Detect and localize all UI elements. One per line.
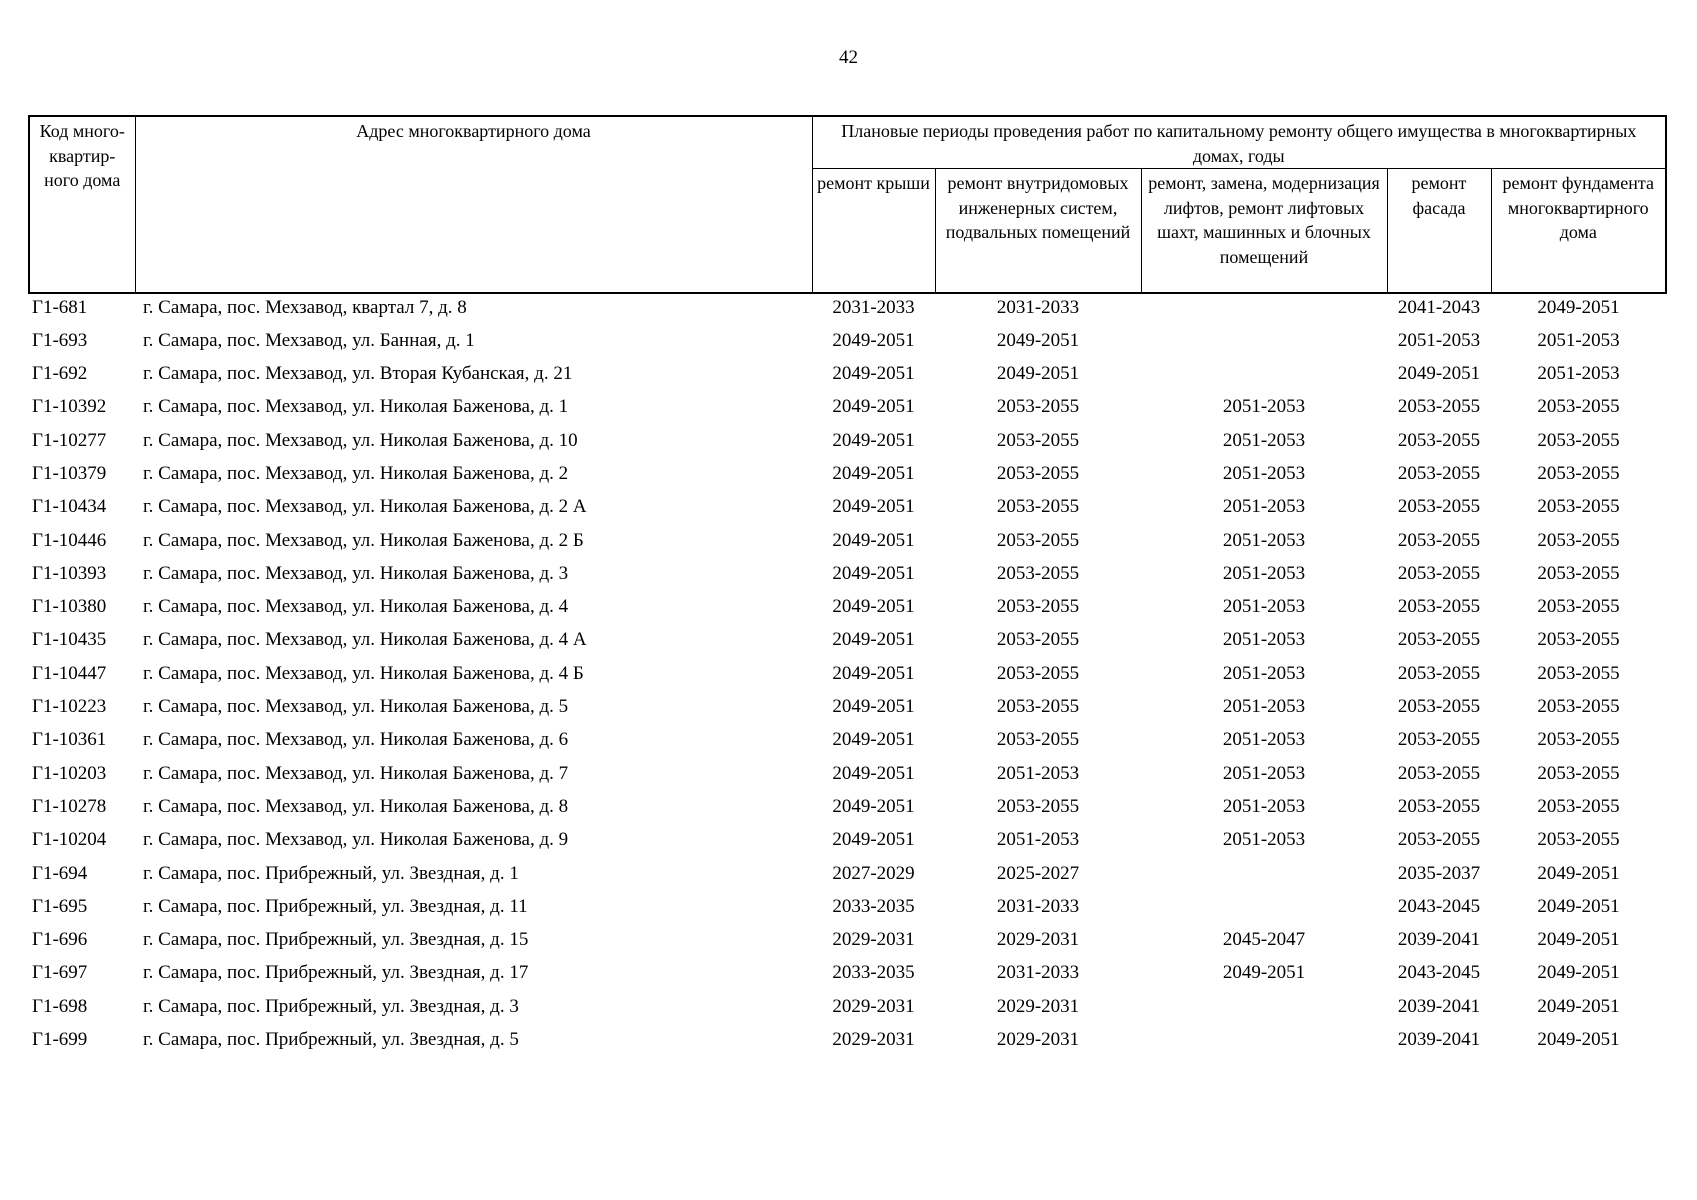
cell-foundation: 2053-2055: [1537, 729, 1620, 751]
cell-address: г. Самара, пос. Мехзавод, ул. Николая Баженова, д. 4: [143, 596, 569, 618]
cell-engineering: 2053-2055: [996, 429, 1080, 451]
cell-facade: 2053-2055: [1397, 462, 1481, 484]
cell-code: Г1-10380: [32, 596, 107, 618]
cell-engineering: 2049-2051: [996, 363, 1080, 385]
cell-facade: 2043-2045: [1397, 895, 1481, 917]
cell-elevators: [1141, 993, 1387, 1026]
cell-foundation: 2053-2055: [1537, 396, 1620, 418]
cell-foundation: 2049-2051: [1537, 962, 1620, 984]
cell-roof: 2049-2051: [832, 496, 915, 518]
cell-elevators: [1141, 893, 1387, 926]
cell-address: г. Самара, пос. Мехзавод, ул. Николая Баженова, д. 9: [143, 829, 569, 851]
cell-engineering: 2053-2055: [996, 529, 1080, 551]
cell-code: Г1-10435: [32, 629, 107, 651]
cell-code: Г1-10393: [32, 562, 107, 584]
cell-facade: 2053-2055: [1397, 696, 1481, 718]
table-header: [29, 116, 1666, 293]
cell-elevators: 2051-2053: [1222, 562, 1306, 584]
cell-engineering: 2053-2055: [996, 629, 1080, 651]
header-address: Адрес многоквартирного дома: [135, 116, 812, 293]
cell-facade: 2053-2055: [1397, 662, 1481, 684]
table-row: [29, 560, 1666, 593]
cell-engineering: 2053-2055: [996, 562, 1080, 584]
cell-facade: 2053-2055: [1397, 429, 1481, 451]
cell-foundation: 2053-2055: [1537, 829, 1620, 851]
cell-address: г. Самара, пос. Мехзавод, ул. Николая Баженова, д. 1: [143, 396, 569, 418]
cell-roof: 2033-2035: [832, 962, 915, 984]
cell-address: г. Самара, пос. Прибрежный, ул. Звездная, д. 11: [143, 895, 528, 917]
cell-facade: 2049-2051: [1397, 363, 1481, 385]
cell-engineering: 2031-2033: [996, 962, 1080, 984]
table-row: [29, 760, 1666, 793]
cell-code: Г1-10434: [32, 496, 107, 518]
cell-elevators: 2051-2053: [1222, 462, 1306, 484]
cell-code: Г1-698: [32, 995, 88, 1017]
header-periods-group: Плановые периоды проведения работ по капитальному ремонту общего имущества в многоквартирных домах, годы: [812, 116, 1666, 169]
cell-roof: 2049-2051: [832, 629, 915, 651]
cell-facade: 2053-2055: [1397, 729, 1481, 751]
cell-roof: 2049-2051: [832, 596, 915, 618]
cell-elevators: 2051-2053: [1222, 696, 1306, 718]
table-row: [29, 660, 1666, 693]
table-row: [29, 726, 1666, 759]
table-row: [29, 427, 1666, 460]
cell-code: Г1-697: [32, 962, 88, 984]
cell-engineering: 2025-2027: [996, 862, 1080, 884]
cell-roof: 2031-2033: [832, 296, 915, 318]
cell-foundation: 2053-2055: [1537, 662, 1620, 684]
cell-foundation: 2053-2055: [1537, 496, 1620, 518]
cell-roof: 2029-2031: [832, 929, 915, 951]
cell-roof: 2049-2051: [832, 762, 915, 784]
cell-code: Г1-10361: [32, 729, 107, 751]
cell-foundation: 2049-2051: [1537, 296, 1620, 318]
cell-facade: 2039-2041: [1397, 929, 1481, 951]
table-row: [29, 626, 1666, 659]
cell-code: Г1-10446: [32, 529, 107, 551]
cell-facade: 2051-2053: [1397, 329, 1481, 351]
cell-facade: 2053-2055: [1397, 629, 1481, 651]
cell-foundation: 2053-2055: [1537, 795, 1620, 817]
cell-foundation: 2049-2051: [1537, 1029, 1620, 1051]
cell-foundation: 2051-2053: [1537, 363, 1620, 385]
cell-roof: 2049-2051: [832, 729, 915, 751]
cell-address: г. Самара, пос. Прибрежный, ул. Звездная, д. 1: [143, 862, 519, 884]
cell-address: г. Самара, пос. Мехзавод, ул. Николая Баженова, д. 6: [143, 729, 569, 751]
cell-foundation: 2053-2055: [1537, 596, 1620, 618]
cell-engineering: 2053-2055: [996, 462, 1080, 484]
table-row: [29, 793, 1666, 826]
cell-roof: 2049-2051: [832, 829, 915, 851]
cell-foundation: 2053-2055: [1537, 462, 1620, 484]
cell-engineering: 2051-2053: [996, 762, 1080, 784]
cell-elevators: 2051-2053: [1222, 529, 1306, 551]
cell-code: Г1-693: [32, 329, 88, 351]
cell-facade: 2053-2055: [1397, 396, 1481, 418]
header-engineering: ремонт внутридомовых инженерных систем, подвальных помещений: [935, 169, 1141, 293]
cell-code: Г1-10277: [32, 429, 107, 451]
header-elevators: ремонт, замена, модернизация лифтов, ремонт лифтовых шахт, машинных и блочных помещений: [1141, 169, 1387, 293]
cell-address: г. Самара, пос. Прибрежный, ул. Звездная, д. 15: [143, 929, 529, 951]
cell-foundation: 2053-2055: [1537, 696, 1620, 718]
cell-facade: 2039-2041: [1397, 1029, 1481, 1051]
table-row: [29, 860, 1666, 893]
cell-address: г. Самара, пос. Прибрежный, ул. Звездная, д. 3: [143, 995, 519, 1017]
cell-engineering: 2053-2055: [996, 729, 1080, 751]
cell-address: г. Самара, пос. Мехзавод, ул. Николая Баженова, д. 4 Б: [143, 662, 584, 684]
cell-foundation: 2049-2051: [1537, 895, 1620, 917]
cell-elevators: [1141, 1026, 1387, 1059]
header-foundation: ремонт фундамента многоквартирного дома: [1491, 169, 1666, 293]
cell-engineering: 2049-2051: [996, 329, 1080, 351]
table-row: [29, 493, 1666, 526]
cell-engineering: 2051-2053: [996, 829, 1080, 851]
cell-address: г. Самара, пос. Прибрежный, ул. Звездная, д. 17: [143, 962, 529, 984]
cell-code: Г1-10278: [32, 795, 107, 817]
table-row: [29, 460, 1666, 493]
table-row: [29, 360, 1666, 393]
cell-engineering: 2053-2055: [996, 795, 1080, 817]
cell-facade: 2039-2041: [1397, 995, 1481, 1017]
header-code: Код много-квартир-ного дома: [29, 116, 135, 293]
cell-roof: 2049-2051: [832, 696, 915, 718]
cell-elevators: 2051-2053: [1222, 829, 1306, 851]
table-row: [29, 527, 1666, 560]
cell-engineering: 2053-2055: [996, 596, 1080, 618]
cell-engineering: 2029-2031: [996, 995, 1080, 1017]
cell-address: г. Самара, пос. Мехзавод, квартал 7, д. 8: [143, 296, 467, 318]
cell-roof: 2029-2031: [832, 1029, 915, 1051]
cell-elevators: 2045-2047: [1222, 929, 1306, 951]
cell-address: г. Самара, пос. Мехзавод, ул. Николая Баженова, д. 10: [143, 429, 578, 451]
table-row: [29, 293, 1666, 327]
table-row: [29, 1026, 1666, 1059]
cell-code: Г1-10379: [32, 462, 107, 484]
cell-engineering: 2031-2033: [996, 895, 1080, 917]
cell-facade: 2053-2055: [1397, 496, 1481, 518]
cell-facade: 2043-2045: [1397, 962, 1481, 984]
table-row: [29, 593, 1666, 626]
cell-address: г. Самара, пос. Мехзавод, ул. Николая Баженова, д. 4 А: [143, 629, 587, 651]
cell-roof: 2049-2051: [832, 363, 915, 385]
cell-elevators: 2051-2053: [1222, 662, 1306, 684]
cell-engineering: 2029-2031: [996, 1029, 1080, 1051]
cell-elevators: 2051-2053: [1222, 396, 1306, 418]
header-roof: ремонт крыши: [812, 169, 935, 293]
cell-address: г. Самара, пос. Мехзавод, ул. Николая Баженова, д. 5: [143, 696, 569, 718]
cell-address: г. Самара, пос. Мехзавод, ул. Николая Баженова, д. 8: [143, 795, 569, 817]
cell-address: г. Самара, пос. Мехзавод, ул. Николая Баженова, д. 3: [143, 562, 569, 584]
table-row: [29, 893, 1666, 926]
cell-engineering: 2029-2031: [996, 929, 1080, 951]
cell-code: Г1-10204: [32, 829, 107, 851]
cell-roof: 2033-2035: [832, 895, 915, 917]
cell-foundation: 2053-2055: [1537, 762, 1620, 784]
table-row: [29, 826, 1666, 859]
cell-code: Г1-10447: [32, 662, 107, 684]
cell-code: Г1-10392: [32, 396, 107, 418]
cell-roof: 2027-2029: [832, 862, 915, 884]
cell-engineering: 2031-2033: [996, 296, 1080, 318]
cell-elevators: 2051-2053: [1222, 596, 1306, 618]
cell-roof: 2029-2031: [832, 995, 915, 1017]
cell-foundation: 2053-2055: [1537, 562, 1620, 584]
cell-roof: 2049-2051: [832, 795, 915, 817]
cell-elevators: [1141, 327, 1387, 360]
cell-elevators: 2051-2053: [1222, 429, 1306, 451]
cell-elevators: 2051-2053: [1222, 762, 1306, 784]
cell-facade: 2053-2055: [1397, 596, 1481, 618]
cell-facade: 2035-2037: [1397, 862, 1481, 884]
cell-facade: 2041-2043: [1397, 296, 1481, 318]
cell-facade: 2053-2055: [1397, 562, 1481, 584]
cell-engineering: 2053-2055: [996, 662, 1080, 684]
cell-facade: 2053-2055: [1397, 529, 1481, 551]
cell-code: Г1-681: [32, 296, 88, 318]
cell-engineering: 2053-2055: [996, 396, 1080, 418]
header-facade: ремонт фасада: [1387, 169, 1491, 293]
cell-elevators: [1141, 360, 1387, 393]
cell-code: Г1-694: [32, 862, 88, 884]
cell-address: г. Самара, пос. Мехзавод, ул. Николая Баженова, д. 2 А: [143, 496, 587, 518]
cell-foundation: 2053-2055: [1537, 429, 1620, 451]
cell-code: Г1-10223: [32, 696, 107, 718]
cell-facade: 2053-2055: [1397, 795, 1481, 817]
cell-engineering: 2053-2055: [996, 696, 1080, 718]
page-number: 42: [839, 47, 858, 68]
cell-address: г. Самара, пос. Мехзавод, ул. Николая Баженова, д. 2 Б: [143, 529, 584, 551]
cell-elevators: [1141, 293, 1387, 327]
cell-roof: 2049-2051: [832, 529, 915, 551]
cell-address: г. Самара, пос. Прибрежный, ул. Звездная, д. 5: [143, 1029, 519, 1051]
cell-code: Г1-699: [32, 1029, 88, 1051]
cell-address: г. Самара, пос. Мехзавод, ул. Банная, д. 1: [143, 329, 475, 351]
cell-roof: 2049-2051: [832, 662, 915, 684]
cell-address: г. Самара, пос. Мехзавод, ул. Николая Баженова, д. 2: [143, 462, 569, 484]
cell-roof: 2049-2051: [832, 329, 915, 351]
cell-foundation: 2053-2055: [1537, 629, 1620, 651]
table-row: [29, 327, 1666, 360]
cell-foundation: 2049-2051: [1537, 862, 1620, 884]
cell-code: Г1-692: [32, 363, 88, 385]
table-row: [29, 693, 1666, 726]
cell-elevators: [1141, 860, 1387, 893]
capital-repair-schedule-table: [28, 115, 1667, 1059]
cell-code: Г1-10203: [32, 762, 107, 784]
cell-foundation: 2049-2051: [1537, 929, 1620, 951]
cell-elevators: 2051-2053: [1222, 496, 1306, 518]
cell-foundation: 2051-2053: [1537, 329, 1620, 351]
cell-facade: 2053-2055: [1397, 762, 1481, 784]
cell-elevators: 2051-2053: [1222, 629, 1306, 651]
cell-code: Г1-696: [32, 929, 88, 951]
cell-foundation: 2049-2051: [1537, 995, 1620, 1017]
cell-address: г. Самара, пос. Мехзавод, ул. Николая Баженова, д. 7: [143, 762, 569, 784]
table-row: [29, 993, 1666, 1026]
table-row: [29, 926, 1666, 959]
cell-roof: 2049-2051: [832, 562, 915, 584]
table-body: [29, 293, 1666, 1060]
cell-roof: 2049-2051: [832, 429, 915, 451]
cell-elevators: 2049-2051: [1222, 962, 1306, 984]
cell-roof: 2049-2051: [832, 396, 915, 418]
cell-facade: 2053-2055: [1397, 829, 1481, 851]
cell-elevators: 2051-2053: [1222, 729, 1306, 751]
cell-foundation: 2053-2055: [1537, 529, 1620, 551]
table-row: [29, 393, 1666, 426]
cell-code: Г1-695: [32, 895, 88, 917]
cell-address: г. Самара, пос. Мехзавод, ул. Вторая Кубанская, д. 21: [143, 363, 573, 385]
cell-elevators: 2051-2053: [1222, 795, 1306, 817]
cell-roof: 2049-2051: [832, 462, 915, 484]
cell-engineering: 2053-2055: [996, 496, 1080, 518]
table-row: [29, 959, 1666, 992]
